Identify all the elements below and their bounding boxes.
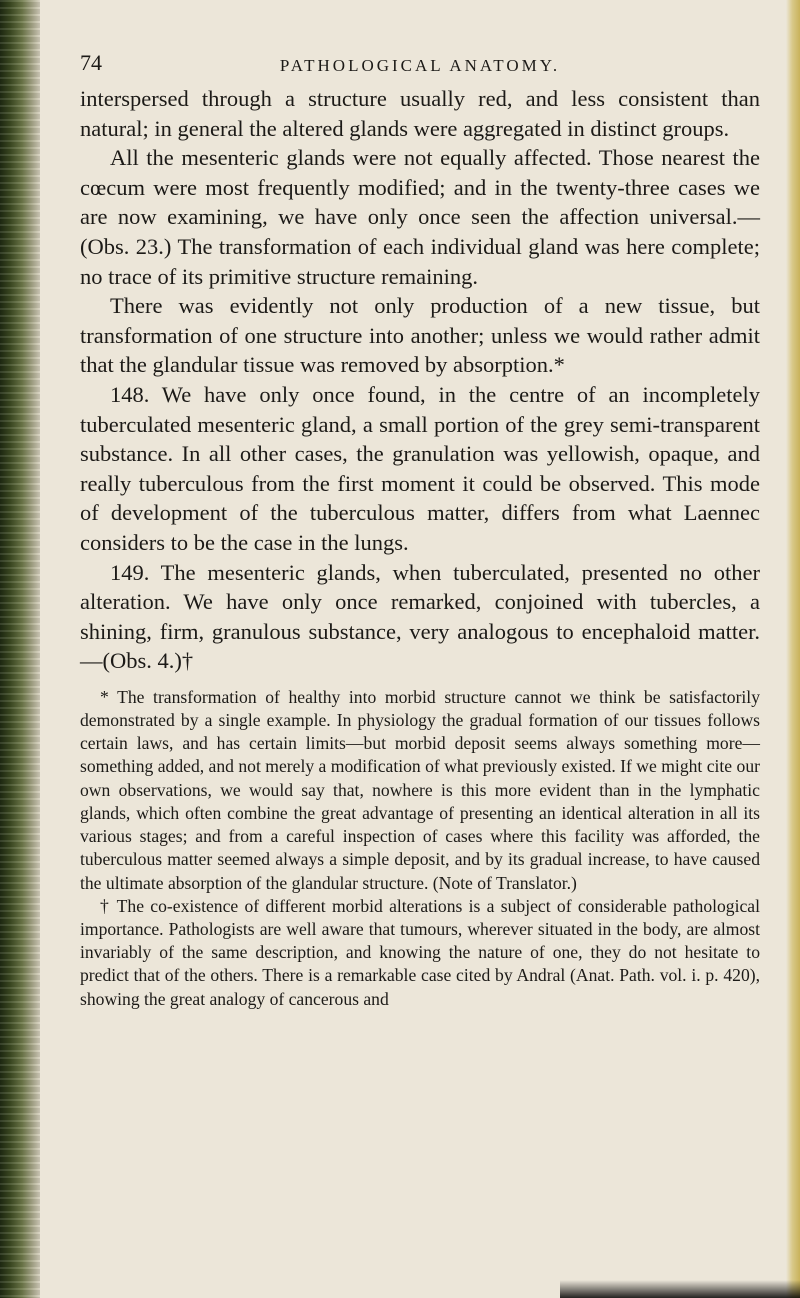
page-header [80, 50, 760, 84]
book-page [80, 50, 760, 1011]
page-corner-shadow [560, 1280, 800, 1298]
footnotes [80, 686, 760, 1011]
paragraph-149: 149. The mesenteric glands, when tuberculated, presented no other alteration. We have only once remarked, conjoined with tubercles, a shining, firm, granulous substance, very analogous to encephaloid matter.—(Obs. 4.)† [80, 559, 760, 674]
page-number: 74 [80, 50, 102, 75]
binding-texture [0, 0, 40, 1298]
paragraph-continuation: interspersed through a structure usually red, and less consistent than natural; in general the altered glands were aggregated in distinct groups. [80, 86, 760, 141]
running-title: PATHOLOGICAL ANATOMY. [279, 56, 561, 75]
body-text [80, 84, 760, 676]
paragraph-mesenteric-glands: All the mesenteric glands were not equally affected. Those nearest the cœcum were most frequently modified; and in the twenty-three cases we are now examining, we have only once seen the affection universal.—(Obs. 23.) The transformation of each individual gland was here complete; no trace of its primitive structure remaining. [80, 145, 760, 289]
footnote-asterisk: * The transformation of healthy into morbid structure cannot we think be satisfactorily demonstrated by a single example. In physiology the gradual formation of our tissues follows certain laws, and has certain limits—but morbid deposit seems always something more—something added, and not merely a modification of what previously existed. If we might cite our own observations, we would say that, nowhere is this more evident than in the lymphatic glands, which often combine the great advantage of presenting an identical alteration in all its various stages; and from a careful inspection of cases where this facility was afforded, the tuberculous matter seemed always a simple deposit, and by its gradual increase, to have caused the ultimate absorption of the glandular structure. (Note of Translator.) [80, 686, 760, 893]
page-fore-edge [786, 0, 800, 1298]
footnote-dagger: † The co-existence of different morbid alterations is a subject of considerable pathological importance. Pathologists are well aware that tumours, wherever situated in the body, are almost invariably of the same description, and knowing the nature of one, they do not hesitate to predict that of the others. There is a remarkable case cited by Andral (Anat. Path. vol. i. p. 420), showing the great analogy of cancerous and [80, 895, 760, 1009]
paragraph-transformation: There was evidently not only production of a new tissue, but transformation of one structure into another; unless we would rather admit that the glandular tissue was removed by absorption.* [80, 293, 760, 378]
paragraph-148: 148. We have only once found, in the centre of an incompletely tuberculated mesenteric gland, a small portion of the grey semi-transparent substance. In all other cases, the granulation was yellowish, opaque, and really tuberculous from the first moment it could be observed. This mode of development of the tuberculous matter, differs from what Laennec considers to be the case in the lungs. [80, 381, 760, 555]
